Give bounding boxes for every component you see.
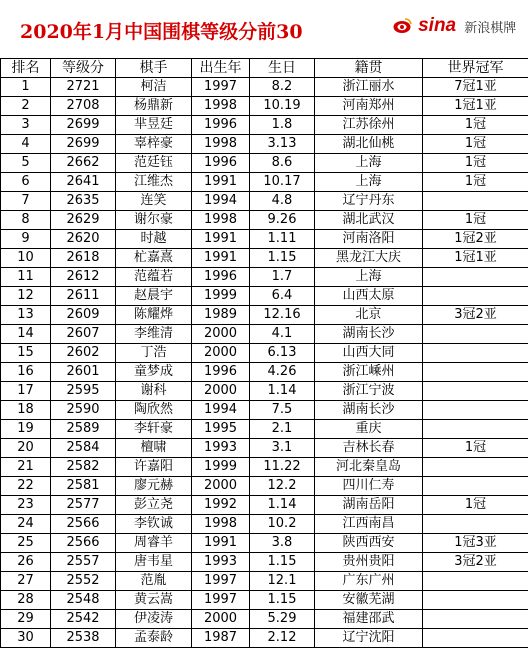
table-row: [1, 154, 528, 173]
cell-birth-year: 1996: [192, 154, 250, 173]
cell-rank: 27: [1, 572, 51, 591]
cell-birthday: 8.2: [250, 78, 315, 97]
cell-hometown: 湖南岳阳: [315, 496, 423, 515]
cell-player: 廖元赫: [116, 477, 192, 496]
cell-rating: 2699: [51, 116, 116, 135]
cell-player: 柯洁: [116, 78, 192, 97]
table-row: [1, 173, 528, 192]
cell-rating: 2581: [51, 477, 116, 496]
cell-player: 丁浩: [116, 344, 192, 363]
cell-rating: 2609: [51, 306, 116, 325]
cell-world-titles: 1冠: [423, 439, 528, 458]
col-header-world-titles: 世界冠军: [423, 59, 528, 78]
cell-hometown: 湖南长沙: [315, 325, 423, 344]
col-header-birthday: 生日: [250, 59, 315, 78]
cell-world-titles: 1冠1亚: [423, 97, 528, 116]
cell-world-titles: 7冠1亚: [423, 78, 528, 97]
cell-world-titles: 1冠: [423, 135, 528, 154]
cell-rating: 2699: [51, 135, 116, 154]
cell-player: 时越: [116, 230, 192, 249]
table-row: [1, 553, 528, 572]
cell-rank: 13: [1, 306, 51, 325]
cell-rank: 24: [1, 515, 51, 534]
logo-wordmark: sina: [418, 15, 456, 37]
cell-birthday: 1.14: [250, 496, 315, 515]
cell-player: 陶欣然: [116, 401, 192, 420]
cell-hometown: 北京: [315, 306, 423, 325]
cell-world-titles: [423, 629, 528, 648]
cell-rating: 2618: [51, 249, 116, 268]
cell-birthday: 5.29: [250, 610, 315, 629]
cell-rank: 26: [1, 553, 51, 572]
cell-hometown: 山西大同: [315, 344, 423, 363]
cell-birthday: 12.2: [250, 477, 315, 496]
cell-birth-year: 1989: [192, 306, 250, 325]
table-row: [1, 249, 528, 268]
cell-rating: 2538: [51, 629, 116, 648]
cell-player: 芈昱廷: [116, 116, 192, 135]
cell-rank: 18: [1, 401, 51, 420]
cell-rank: 10: [1, 249, 51, 268]
cell-hometown: 河南洛阳: [315, 230, 423, 249]
cell-birthday: 1.7: [250, 268, 315, 287]
cell-world-titles: 1冠2亚: [423, 230, 528, 249]
cell-rating: 2601: [51, 363, 116, 382]
cell-rank: 17: [1, 382, 51, 401]
cell-rating: 2566: [51, 534, 116, 553]
cell-birthday: 4.1: [250, 325, 315, 344]
table-row: [1, 211, 528, 230]
cell-world-titles: 1冠3亚: [423, 534, 528, 553]
cell-birth-year: 1996: [192, 268, 250, 287]
cell-birthday: 4.8: [250, 192, 315, 211]
cell-hometown: 江苏徐州: [315, 116, 423, 135]
cell-rating: 2589: [51, 420, 116, 439]
cell-birth-year: 1996: [192, 116, 250, 135]
cell-birthday: 4.26: [250, 363, 315, 382]
cell-world-titles: [423, 458, 528, 477]
table-row: [1, 78, 528, 97]
cell-rank: 7: [1, 192, 51, 211]
cell-birth-year: 1998: [192, 211, 250, 230]
cell-player: 赵晨宇: [116, 287, 192, 306]
cell-world-titles: [423, 401, 528, 420]
cell-birthday: 9.26: [250, 211, 315, 230]
cell-rating: 2548: [51, 591, 116, 610]
cell-birthday: 1.15: [250, 249, 315, 268]
cell-rank: 16: [1, 363, 51, 382]
sina-logo: [392, 15, 516, 41]
cell-rating: 2552: [51, 572, 116, 591]
cell-rank: 29: [1, 610, 51, 629]
cell-hometown: 安徽芜湖: [315, 591, 423, 610]
table-row: [1, 325, 528, 344]
table-row: [1, 458, 528, 477]
cell-birth-year: 1996: [192, 363, 250, 382]
cell-rank: 12: [1, 287, 51, 306]
cell-birthday: 10.17: [250, 173, 315, 192]
cell-world-titles: 3冠2亚: [423, 306, 528, 325]
table-row: [1, 268, 528, 287]
cell-hometown: 四川仁寿: [315, 477, 423, 496]
cell-birth-year: 1997: [192, 572, 250, 591]
cell-player: 范蕴若: [116, 268, 192, 287]
cell-rating: 2582: [51, 458, 116, 477]
cell-birthday: 3.1: [250, 439, 315, 458]
cell-hometown: 河南郑州: [315, 97, 423, 116]
cell-world-titles: [423, 344, 528, 363]
cell-birth-year: 1991: [192, 249, 250, 268]
cell-player: 谢科: [116, 382, 192, 401]
cell-rating: 2584: [51, 439, 116, 458]
cell-hometown: 浙江丽水: [315, 78, 423, 97]
cell-player: 周睿羊: [116, 534, 192, 553]
cell-rank: 19: [1, 420, 51, 439]
cell-rating: 2542: [51, 610, 116, 629]
cell-rank: 11: [1, 268, 51, 287]
col-header-player: 棋手: [116, 59, 192, 78]
cell-hometown: 吉林长春: [315, 439, 423, 458]
cell-rank: 14: [1, 325, 51, 344]
cell-birthday: 7.5: [250, 401, 315, 420]
cell-rank: 23: [1, 496, 51, 515]
cell-rank: 20: [1, 439, 51, 458]
cell-rank: 8: [1, 211, 51, 230]
cell-player: 伊凌涛: [116, 610, 192, 629]
cell-rating: 2641: [51, 173, 116, 192]
cell-world-titles: [423, 477, 528, 496]
cell-birthday: 2.1: [250, 420, 315, 439]
table-row: [1, 610, 528, 629]
cell-rating: 2629: [51, 211, 116, 230]
cell-birth-year: 1991: [192, 534, 250, 553]
cell-world-titles: 1冠: [423, 154, 528, 173]
cell-hometown: 上海: [315, 173, 423, 192]
cell-hometown: 山西太原: [315, 287, 423, 306]
cell-rank: 6: [1, 173, 51, 192]
table-row: [1, 116, 528, 135]
cell-rating: 2595: [51, 382, 116, 401]
cell-hometown: 江西南昌: [315, 515, 423, 534]
cell-world-titles: [423, 420, 528, 439]
cell-player: 童梦成: [116, 363, 192, 382]
table-row: [1, 629, 528, 648]
cell-rating: 2577: [51, 496, 116, 515]
cell-hometown: 浙江宁波: [315, 382, 423, 401]
table-row: [1, 515, 528, 534]
logo-subtitle: 新浪棋牌: [464, 17, 516, 36]
cell-birthday: 10.2: [250, 515, 315, 534]
cell-hometown: 浙江嵊州: [315, 363, 423, 382]
cell-hometown: 广东广州: [315, 572, 423, 591]
table-row: [1, 287, 528, 306]
cell-rank: 22: [1, 477, 51, 496]
cell-hometown: 上海: [315, 268, 423, 287]
cell-rank: 9: [1, 230, 51, 249]
cell-world-titles: [423, 325, 528, 344]
cell-birthday: 11.22: [250, 458, 315, 477]
table-row: [1, 344, 528, 363]
cell-birth-year: 1993: [192, 553, 250, 572]
cell-player: 范胤: [116, 572, 192, 591]
cell-player: 许嘉阳: [116, 458, 192, 477]
cell-player: 辜梓豪: [116, 135, 192, 154]
cell-hometown: 福建邵武: [315, 610, 423, 629]
cell-world-titles: 3冠2亚: [423, 553, 528, 572]
sina-eye-icon: [392, 17, 412, 35]
cell-rating: 2721: [51, 78, 116, 97]
table-row: [1, 230, 528, 249]
cell-hometown: 重庆: [315, 420, 423, 439]
cell-player: 谢尔豪: [116, 211, 192, 230]
cell-birth-year: 1997: [192, 78, 250, 97]
table-row: [1, 192, 528, 211]
cell-world-titles: [423, 515, 528, 534]
table-header-row: [1, 59, 528, 78]
cell-player: 黄云嵩: [116, 591, 192, 610]
cell-world-titles: [423, 610, 528, 629]
cell-hometown: 湖北仙桃: [315, 135, 423, 154]
cell-player: 江维杰: [116, 173, 192, 192]
cell-rank: 30: [1, 629, 51, 648]
cell-world-titles: 1冠1亚: [423, 249, 528, 268]
table-row: [1, 534, 528, 553]
cell-world-titles: [423, 268, 528, 287]
cell-rating: 2708: [51, 97, 116, 116]
page-title: 2020年1月中国围棋等级分前30: [20, 17, 303, 44]
cell-birth-year: 1994: [192, 401, 250, 420]
cell-player: 杧嘉熹: [116, 249, 192, 268]
table-row: [1, 135, 528, 154]
cell-rank: 28: [1, 591, 51, 610]
cell-birthday: 1.14: [250, 382, 315, 401]
cell-rating: 2607: [51, 325, 116, 344]
table-row: [1, 496, 528, 515]
cell-world-titles: [423, 363, 528, 382]
cell-player: 李维清: [116, 325, 192, 344]
cell-birth-year: 2000: [192, 382, 250, 401]
cell-birthday: 10.19: [250, 97, 315, 116]
cell-hometown: 贵州贵阳: [315, 553, 423, 572]
cell-birth-year: 1998: [192, 97, 250, 116]
col-header-rank: 排名: [1, 59, 51, 78]
cell-world-titles: [423, 572, 528, 591]
cell-player: 陈耀烨: [116, 306, 192, 325]
table-row: [1, 439, 528, 458]
table-row: [1, 97, 528, 116]
cell-rating: 2662: [51, 154, 116, 173]
cell-world-titles: 1冠: [423, 496, 528, 515]
cell-birth-year: 1993: [192, 439, 250, 458]
cell-player: 李钦诚: [116, 515, 192, 534]
cell-rank: 15: [1, 344, 51, 363]
cell-birth-year: 1998: [192, 135, 250, 154]
table-row: [1, 363, 528, 382]
cell-rank: 1: [1, 78, 51, 97]
table-row: [1, 591, 528, 610]
cell-hometown: 湖南长沙: [315, 401, 423, 420]
cell-birth-year: 2000: [192, 344, 250, 363]
cell-world-titles: 1冠: [423, 173, 528, 192]
cell-birth-year: 1991: [192, 173, 250, 192]
cell-birth-year: 1994: [192, 192, 250, 211]
cell-hometown: 陕西西安: [315, 534, 423, 553]
cell-world-titles: [423, 192, 528, 211]
cell-birth-year: 2000: [192, 610, 250, 629]
cell-rating: 2590: [51, 401, 116, 420]
cell-player: 檀啸: [116, 439, 192, 458]
col-header-birth-year: 出生年: [192, 59, 250, 78]
cell-birth-year: 1995: [192, 420, 250, 439]
cell-birthday: 12.16: [250, 306, 315, 325]
table-row: [1, 382, 528, 401]
cell-birthday: 12.1: [250, 572, 315, 591]
table-row: [1, 306, 528, 325]
cell-birth-year: 1992: [192, 496, 250, 515]
cell-player: 范廷钰: [116, 154, 192, 173]
cell-birthday: 1.8: [250, 116, 315, 135]
cell-birth-year: 2000: [192, 325, 250, 344]
cell-rating: 2566: [51, 515, 116, 534]
cell-world-titles: [423, 382, 528, 401]
cell-player: 孟泰龄: [116, 629, 192, 648]
cell-birthday: 8.6: [250, 154, 315, 173]
cell-rating: 2635: [51, 192, 116, 211]
cell-player: 连笑: [116, 192, 192, 211]
cell-birth-year: 1998: [192, 515, 250, 534]
cell-birthday: 1.11: [250, 230, 315, 249]
cell-rank: 25: [1, 534, 51, 553]
table-row: [1, 420, 528, 439]
cell-rank: 21: [1, 458, 51, 477]
table-row: [1, 401, 528, 420]
cell-birthday: 1.15: [250, 591, 315, 610]
cell-rank: 4: [1, 135, 51, 154]
cell-player: 杨鼎新: [116, 97, 192, 116]
cell-rank: 2: [1, 97, 51, 116]
cell-hometown: 湖北武汉: [315, 211, 423, 230]
cell-birthday: 6.4: [250, 287, 315, 306]
cell-world-titles: [423, 591, 528, 610]
cell-birthday: 3.8: [250, 534, 315, 553]
header: [0, 0, 528, 58]
cell-world-titles: [423, 287, 528, 306]
cell-rating: 2611: [51, 287, 116, 306]
cell-birthday: 2.12: [250, 629, 315, 648]
cell-player: 李轩豪: [116, 420, 192, 439]
cell-rank: 3: [1, 116, 51, 135]
cell-player: 彭立尧: [116, 496, 192, 515]
cell-world-titles: 1冠: [423, 211, 528, 230]
cell-rating: 2557: [51, 553, 116, 572]
cell-rating: 2602: [51, 344, 116, 363]
cell-birthday: 1.15: [250, 553, 315, 572]
cell-birth-year: 1999: [192, 287, 250, 306]
cell-birthday: 3.13: [250, 135, 315, 154]
cell-birth-year: 1987: [192, 629, 250, 648]
cell-birthday: 6.13: [250, 344, 315, 363]
cell-birth-year: 1991: [192, 230, 250, 249]
cell-birth-year: 1997: [192, 591, 250, 610]
table-row: [1, 572, 528, 591]
cell-hometown: 上海: [315, 154, 423, 173]
cell-hometown: 黑龙江大庆: [315, 249, 423, 268]
cell-rating: 2620: [51, 230, 116, 249]
cell-hometown: 辽宁沈阳: [315, 629, 423, 648]
rating-table: [0, 58, 528, 648]
cell-birth-year: 1999: [192, 458, 250, 477]
col-header-rating: 等级分: [51, 59, 116, 78]
cell-hometown: 河北秦皇岛: [315, 458, 423, 477]
table-row: [1, 477, 528, 496]
cell-world-titles: 1冠: [423, 116, 528, 135]
cell-hometown: 辽宁丹东: [315, 192, 423, 211]
cell-rating: 2612: [51, 268, 116, 287]
cell-player: 唐韦星: [116, 553, 192, 572]
col-header-hometown: 籍贯: [315, 59, 423, 78]
cell-birth-year: 2000: [192, 477, 250, 496]
cell-rank: 5: [1, 154, 51, 173]
